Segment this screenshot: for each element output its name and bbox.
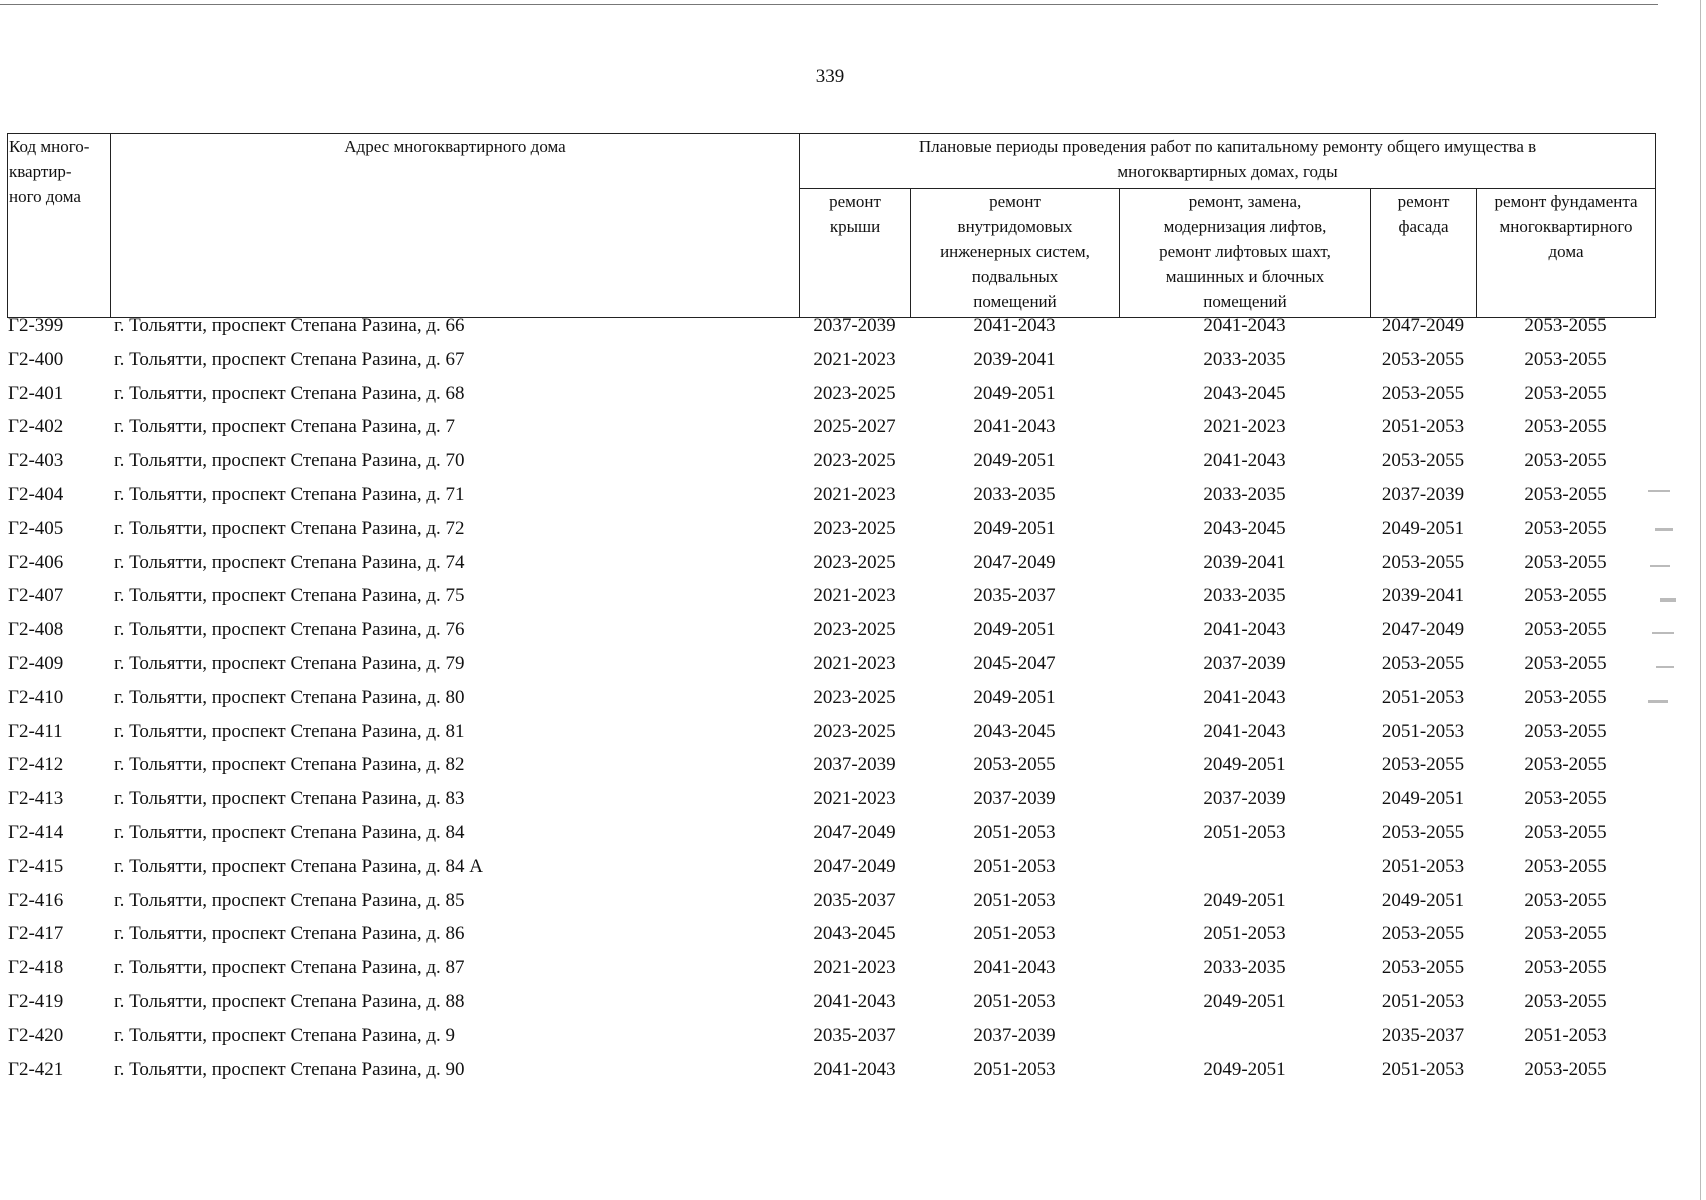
- table-row: [7, 519, 1655, 553]
- cell-facade: 2049-2051: [1381, 518, 1465, 539]
- cell-engineering: 2051-2053: [973, 991, 1056, 1012]
- cell-foundation: 2053-2055: [1524, 349, 1607, 370]
- table-row: [7, 891, 1655, 925]
- cell-elevators: 2041-2043: [1203, 687, 1286, 708]
- cell-foundation: 2053-2055: [1524, 653, 1607, 674]
- cell-foundation: 2053-2055: [1524, 1059, 1607, 1080]
- cell-foundation: 2053-2055: [1524, 755, 1607, 776]
- table-row: [7, 958, 1655, 992]
- cell-foundation: 2053-2055: [1524, 924, 1607, 945]
- cell-foundation: 2053-2055: [1524, 518, 1607, 539]
- cell-code: Г2-418: [8, 958, 64, 979]
- table-row: [7, 350, 1655, 384]
- cell-facade: 2051-2053: [1381, 991, 1465, 1012]
- cell-roof: 2021-2023: [813, 349, 896, 370]
- cell-code: Г2-419: [8, 991, 64, 1012]
- header-code: Код много- квартир- ного дома: [8, 134, 111, 318]
- cell-code: Г2-408: [8, 620, 64, 641]
- table-row: [7, 384, 1655, 418]
- cell-roof: 2021-2023: [813, 484, 896, 505]
- cell-address: г. Тольятти, проспект Степана Разина, д. 84 А: [114, 856, 483, 877]
- table-row: [7, 1026, 1655, 1060]
- cell-address: г. Тольятти, проспект Степана Разина, д. 80: [114, 687, 465, 708]
- cell-facade: 2053-2055: [1381, 958, 1465, 979]
- table-header: [7, 133, 1656, 318]
- cell-facade: 2051-2053: [1381, 1059, 1465, 1080]
- scan-speck: [1648, 490, 1670, 492]
- table-row: [7, 755, 1655, 789]
- cell-elevators: 2043-2045: [1203, 383, 1286, 404]
- cell-foundation: 2053-2055: [1524, 789, 1607, 810]
- cell-engineering: 2051-2053: [973, 890, 1056, 911]
- cell-foundation: 2053-2055: [1524, 721, 1607, 742]
- cell-foundation: 2053-2055: [1524, 383, 1607, 404]
- cell-address: г. Тольятти, проспект Степана Разина, д. 7: [114, 417, 455, 438]
- cell-address: г. Тольятти, проспект Степана Разина, д. 75: [114, 586, 465, 607]
- header-address: Адрес многоквартирного дома: [111, 134, 800, 318]
- cell-roof: 2023-2025: [813, 620, 896, 641]
- cell-code: Г2-409: [8, 653, 64, 674]
- table-body: [7, 316, 1655, 1093]
- cell-code: Г2-410: [8, 687, 64, 708]
- table-row: [7, 722, 1655, 756]
- scan-speck: [1656, 666, 1674, 668]
- table-row: [7, 1060, 1655, 1094]
- table-row: [7, 451, 1655, 485]
- cell-facade: 2049-2051: [1381, 789, 1465, 810]
- cell-engineering: 2039-2041: [973, 349, 1056, 370]
- cell-engineering: 2043-2045: [973, 721, 1056, 742]
- cell-roof: 2023-2025: [813, 451, 896, 472]
- cell-code: Г2-403: [8, 451, 64, 472]
- header-periods: Плановые периоды проведения работ по капитальному ремонту общего имущества в многоквартирных домах, годы: [800, 134, 1656, 189]
- cell-elevators: 2033-2035: [1203, 586, 1286, 607]
- cell-roof: 2035-2037: [813, 890, 896, 911]
- table-row: [7, 857, 1655, 891]
- table-rows: [7, 316, 1655, 1093]
- cell-code: Г2-415: [8, 856, 64, 877]
- cell-roof: 2047-2049: [813, 822, 896, 843]
- table-row: [7, 789, 1655, 823]
- table-row: [7, 620, 1655, 654]
- cell-roof: 2043-2045: [813, 924, 896, 945]
- page-top-rule: [0, 4, 1658, 5]
- cell-roof: 2041-2043: [813, 991, 896, 1012]
- cell-address: г. Тольятти, проспект Степана Разина, д. 90: [114, 1059, 465, 1080]
- cell-code: Г2-417: [8, 924, 64, 945]
- cell-code: Г2-402: [8, 417, 64, 438]
- cell-foundation: 2053-2055: [1524, 451, 1607, 472]
- cell-roof: 2021-2023: [813, 653, 896, 674]
- table-row: [7, 688, 1655, 722]
- cell-code: Г2-413: [8, 789, 64, 810]
- cell-facade: 2047-2049: [1381, 620, 1465, 641]
- cell-elevators: 2051-2053: [1203, 822, 1286, 843]
- cell-engineering: 2033-2035: [973, 484, 1056, 505]
- cell-engineering: 2049-2051: [973, 383, 1056, 404]
- cell-engineering: 2053-2055: [973, 755, 1056, 776]
- cell-code: Г2-416: [8, 890, 64, 911]
- cell-elevators: 2033-2035: [1203, 349, 1286, 370]
- cell-engineering: 2049-2051: [973, 620, 1056, 641]
- cell-facade: 2053-2055: [1381, 349, 1465, 370]
- cell-elevators: 2037-2039: [1203, 789, 1286, 810]
- cell-elevators: 2033-2035: [1203, 484, 1286, 505]
- cell-address: г. Тольятти, проспект Степана Разина, д. 88: [114, 991, 465, 1012]
- cell-address: г. Тольятти, проспект Степана Разина, д. 74: [114, 552, 465, 573]
- cell-code: Г2-406: [8, 552, 64, 573]
- table-row: [7, 823, 1655, 857]
- header-engineering: ремонт внутридомовых инженерных систем, подвальных помещений: [911, 189, 1120, 318]
- cell-engineering: 2045-2047: [973, 653, 1056, 674]
- table-row: [7, 316, 1655, 350]
- cell-engineering: 2049-2051: [973, 687, 1056, 708]
- cell-code: Г2-407: [8, 586, 64, 607]
- table-row: [7, 654, 1655, 688]
- cell-roof: 2023-2025: [813, 518, 896, 539]
- cell-code: Г2-401: [8, 383, 64, 404]
- cell-code: Г2-421: [8, 1059, 64, 1080]
- cell-foundation: 2053-2055: [1524, 417, 1607, 438]
- header-facade: ремонт фасада: [1371, 189, 1477, 318]
- scan-speck: [1652, 632, 1674, 634]
- cell-foundation: 2053-2055: [1524, 822, 1607, 843]
- cell-elevators: 2041-2043: [1203, 451, 1286, 472]
- cell-engineering: 2041-2043: [973, 958, 1056, 979]
- cell-elevators: 2049-2051: [1203, 890, 1286, 911]
- cell-facade: 2051-2053: [1381, 721, 1465, 742]
- cell-facade: 2053-2055: [1381, 822, 1465, 843]
- cell-elevators: 2041-2043: [1203, 316, 1286, 336]
- cell-roof: 2035-2037: [813, 1025, 896, 1046]
- cell-elevators: 2037-2039: [1203, 653, 1286, 674]
- cell-foundation: 2053-2055: [1524, 890, 1607, 911]
- cell-elevators: 2041-2043: [1203, 620, 1286, 641]
- cell-code: Г2-404: [8, 484, 64, 505]
- scan-speck: [1660, 598, 1676, 602]
- cell-engineering: 2049-2051: [973, 518, 1056, 539]
- scan-speck: [1648, 700, 1668, 703]
- cell-facade: 2051-2053: [1381, 687, 1465, 708]
- cell-address: г. Тольятти, проспект Степана Разина, д. 82: [114, 755, 465, 776]
- scan-speck: [1650, 565, 1670, 567]
- cell-address: г. Тольятти, проспект Степана Разина, д. 76: [114, 620, 465, 641]
- table-row: [7, 485, 1655, 519]
- cell-engineering: 2047-2049: [973, 552, 1056, 573]
- cell-engineering: 2037-2039: [973, 1025, 1056, 1046]
- cell-address: г. Тольятти, проспект Степана Разина, д. 87: [114, 958, 465, 979]
- cell-elevators: [1119, 1026, 1370, 1060]
- cell-roof: 2023-2025: [813, 721, 896, 742]
- cell-foundation: 2053-2055: [1524, 586, 1607, 607]
- cell-address: г. Тольятти, проспект Степана Разина, д. 66: [114, 316, 465, 336]
- table-row: [7, 924, 1655, 958]
- cell-elevators: 2021-2023: [1203, 417, 1286, 438]
- cell-address: г. Тольятти, проспект Степана Разина, д. 84: [114, 822, 465, 843]
- cell-code: Г2-405: [8, 518, 64, 539]
- table-row: [7, 553, 1655, 587]
- cell-facade: 2037-2039: [1381, 484, 1465, 505]
- page-right-edge: [1700, 0, 1701, 1200]
- cell-elevators: 2049-2051: [1203, 991, 1286, 1012]
- cell-facade: 2053-2055: [1381, 653, 1465, 674]
- cell-facade: 2051-2053: [1381, 856, 1465, 877]
- cell-engineering: 2037-2039: [973, 789, 1056, 810]
- page-number: 339: [815, 66, 845, 87]
- cell-address: г. Тольятти, проспект Степана Разина, д. 86: [114, 924, 465, 945]
- cell-code: Г2-399: [8, 316, 64, 336]
- cell-engineering: 2035-2037: [973, 586, 1056, 607]
- cell-code: Г2-414: [8, 822, 64, 843]
- cell-elevators: 2049-2051: [1203, 755, 1286, 776]
- cell-roof: 2023-2025: [813, 552, 896, 573]
- cell-foundation: 2053-2055: [1524, 316, 1607, 336]
- cell-address: г. Тольятти, проспект Степана Разина, д. 9: [114, 1025, 455, 1046]
- cell-facade: 2053-2055: [1381, 383, 1465, 404]
- cell-roof: 2041-2043: [813, 1059, 896, 1080]
- cell-address: г. Тольятти, проспект Степана Разина, д. 70: [114, 451, 465, 472]
- cell-address: г. Тольятти, проспект Степана Разина, д. 67: [114, 349, 465, 370]
- cell-foundation: 2053-2055: [1524, 484, 1607, 505]
- cell-engineering: 2051-2053: [973, 1059, 1056, 1080]
- cell-engineering: 2051-2053: [973, 822, 1056, 843]
- cell-roof: 2047-2049: [813, 856, 896, 877]
- header-foundation: ремонт фундамента многоквартирного дома: [1477, 189, 1656, 318]
- cell-address: г. Тольятти, проспект Степана Разина, д. 72: [114, 518, 465, 539]
- cell-address: г. Тольятти, проспект Степана Разина, д. 79: [114, 653, 465, 674]
- cell-roof: 2037-2039: [813, 316, 896, 336]
- cell-roof: 2025-2027: [813, 417, 896, 438]
- cell-roof: 2023-2025: [813, 687, 896, 708]
- cell-foundation: 2053-2055: [1524, 856, 1607, 877]
- cell-roof: 2023-2025: [813, 383, 896, 404]
- cell-roof: 2037-2039: [813, 755, 896, 776]
- cell-foundation: 2053-2055: [1524, 620, 1607, 641]
- cell-engineering: 2051-2053: [973, 856, 1056, 877]
- cell-facade: 2051-2053: [1381, 417, 1465, 438]
- cell-code: Г2-411: [8, 721, 63, 742]
- cell-facade: 2039-2041: [1381, 586, 1465, 607]
- cell-elevators: 2039-2041: [1203, 552, 1286, 573]
- cell-address: г. Тольятти, проспект Степана Разина, д. 81: [114, 721, 465, 742]
- cell-elevators: 2041-2043: [1203, 721, 1286, 742]
- cell-elevators: 2051-2053: [1203, 924, 1286, 945]
- cell-roof: 2021-2023: [813, 958, 896, 979]
- cell-roof: 2021-2023: [813, 789, 896, 810]
- table-row: [7, 417, 1655, 451]
- cell-address: г. Тольятти, проспект Степана Разина, д. 83: [114, 789, 465, 810]
- cell-facade: 2053-2055: [1381, 451, 1465, 472]
- table-row: [7, 586, 1655, 620]
- cell-elevators: [1119, 857, 1370, 891]
- cell-foundation: 2051-2053: [1524, 1025, 1607, 1046]
- cell-engineering: 2051-2053: [973, 924, 1056, 945]
- cell-engineering: 2041-2043: [973, 417, 1056, 438]
- cell-elevators: 2049-2051: [1203, 1059, 1286, 1080]
- cell-engineering: 2049-2051: [973, 451, 1056, 472]
- cell-elevators: 2033-2035: [1203, 958, 1286, 979]
- cell-facade: 2049-2051: [1381, 890, 1465, 911]
- cell-address: г. Тольятти, проспект Степана Разина, д. 85: [114, 890, 465, 911]
- scan-speck: [1655, 528, 1673, 531]
- cell-facade: 2035-2037: [1381, 1025, 1465, 1046]
- cell-foundation: 2053-2055: [1524, 991, 1607, 1012]
- cell-foundation: 2053-2055: [1524, 958, 1607, 979]
- cell-facade: 2047-2049: [1381, 316, 1465, 336]
- cell-foundation: 2053-2055: [1524, 552, 1607, 573]
- table-row: [7, 992, 1655, 1026]
- cell-facade: 2053-2055: [1381, 924, 1465, 945]
- cell-roof: 2021-2023: [813, 586, 896, 607]
- cell-address: г. Тольятти, проспект Степана Разина, д. 71: [114, 484, 465, 505]
- cell-facade: 2053-2055: [1381, 552, 1465, 573]
- cell-foundation: 2053-2055: [1524, 687, 1607, 708]
- header-roof: ремонт крыши: [800, 189, 911, 318]
- cell-elevators: 2043-2045: [1203, 518, 1286, 539]
- cell-code: Г2-400: [8, 349, 64, 370]
- cell-engineering: 2041-2043: [973, 316, 1056, 336]
- cell-code: Г2-420: [8, 1025, 64, 1046]
- cell-address: г. Тольятти, проспект Степана Разина, д. 68: [114, 383, 465, 404]
- header-elevators: ремонт, замена, модернизация лифтов, ремонт лифтовых шахт, машинных и блочных помещений: [1120, 189, 1371, 318]
- cell-facade: 2053-2055: [1381, 755, 1465, 776]
- cell-code: Г2-412: [8, 755, 64, 776]
